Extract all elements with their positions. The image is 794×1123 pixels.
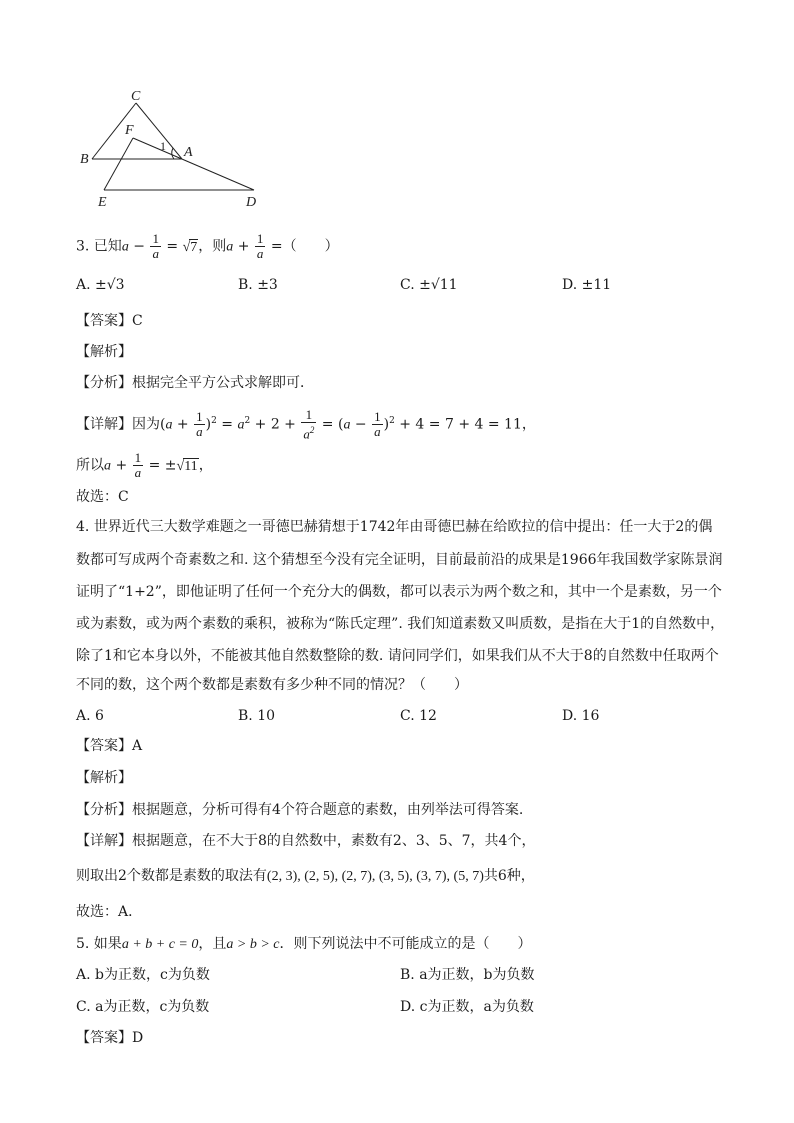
q5-tail: ．则下列说法中不可能成立的是（ ）: [279, 936, 532, 952]
q3-option-d[interactable]: D. ±11: [562, 277, 612, 293]
q5-mid: ，且: [198, 936, 227, 952]
q5-stem: [76, 934, 531, 955]
edge-FD: [133, 138, 254, 190]
q3-prefix: 3. 已知: [76, 238, 122, 255]
q4-stem-line: 4. 世界近代三大数学难题之一哥德巴赫猜想于1742年由哥德巴赫在给欧拉的信中提出：任一大于2的偶: [76, 519, 713, 535]
angle-arc: [172, 148, 174, 159]
q4-pairs-tail: 共6种，: [483, 868, 535, 884]
label-F: F: [125, 123, 134, 138]
q5-option-c[interactable]: C. a为正数，c为负数: [76, 999, 210, 1015]
q4-option-c[interactable]: C. 12: [400, 708, 437, 724]
fraction: $\frac{1}{a}$: [152, 231, 159, 261]
label-C: C: [131, 89, 141, 104]
label-A: A: [184, 145, 193, 160]
q4-pairs: [76, 866, 535, 887]
q5-option-a[interactable]: A. b为正数，c为负数: [76, 967, 210, 983]
label-E: E: [98, 195, 107, 210]
q4-detail: 【详解】根据题意，在不大于8的自然数中，素数有2、3、5、7，共4个，: [76, 833, 536, 849]
q4-answer: 【答案】A: [76, 738, 143, 754]
q3-detail-label: 【详解】因为: [76, 416, 160, 433]
q3-analysis-title: 【解析】: [76, 344, 132, 360]
q3-so: 所以a + $\frac{1}{a}$ = ±√11，: [76, 450, 213, 480]
q4-option-d[interactable]: D. 16: [562, 708, 600, 724]
edge-EF: [104, 138, 133, 190]
q3-detail-eq: = 7 + 4 = 11，: [428, 416, 536, 433]
fraction: $\frac{1}{a}$: [134, 450, 142, 480]
q4-option-a[interactable]: A. 6: [76, 708, 104, 724]
fraction: $\frac{1}{a}$: [374, 409, 381, 440]
q4-choose: 故选：A．: [76, 904, 143, 920]
edge-CA: [136, 103, 182, 159]
q5-answer: 【答案】D: [76, 1030, 144, 1046]
q4-stem-line: 不同的数，这个两个数都是素数有多少种不同的情况？（ ）: [76, 677, 468, 693]
q3-stem: 3. 已知a − $\frac{1}{a}$ = √7，则a + $\frac{1}{a}$ =（ ）: [76, 231, 339, 261]
q4-pairs-list: (2, 3), (2, 5), (2, 7), (3, 5), (3, 7), (5, 7): [266, 869, 484, 884]
q4-option-b[interactable]: B. 10: [238, 708, 276, 724]
fraction: $\frac{1}{a}$: [196, 409, 203, 440]
fraction: $\frac{1}{a}$: [256, 231, 264, 261]
q3-option-c[interactable]: C. ±√11: [400, 277, 458, 293]
q4-pairs-intro: 则取出2个数都是素数的取法有: [76, 868, 267, 884]
q4-stem-line: 证明了“1+2”，即他证明了任何一个充分大的偶数，都可以表示为两个数之和，其中一个是素数，另一个: [76, 584, 722, 600]
q3-tail: =（ ）: [266, 238, 339, 255]
q5-option-d[interactable]: D. c为正数，a为负数: [400, 999, 534, 1015]
q3-so-eq: = ±: [148, 457, 177, 474]
q4-analysis-title: 【解析】: [76, 770, 132, 786]
q3-so-label: 所以: [76, 457, 104, 474]
fraction: $\frac{1}{a^2}$: [303, 407, 315, 442]
q5-prefix: 5. 如果: [76, 936, 122, 952]
q3-detail: 【详解】因为(a + $\frac{1}{a}$ )$^2 = a^2 + 2$ + $\frac{1}{a^2}$ = (a − $\frac{1}{a}$ )$^2$ + 4 = 7 + 4 = 11，: [76, 407, 536, 442]
q3-mid: ，则: [198, 238, 227, 255]
q4-stem-line: 除了1和它本身以外，不能被其他自然数整除的数. 请问同学们，如果我们从不大于8的自然数中任取两个: [76, 648, 719, 664]
q3-option-a[interactable]: A. ±√3: [76, 277, 125, 293]
label-D: D: [246, 195, 257, 210]
label-1: 1: [160, 139, 166, 153]
triangle-figure: [76, 88, 276, 213]
q5-inequality: a > b > c: [226, 937, 280, 952]
q3-choose: 故选：C: [76, 489, 129, 505]
label-B: B: [80, 152, 89, 167]
q4-analysis: 【分析】根据题意，分析可得有4个符合题意的素数，由列举法可得答案.: [76, 802, 524, 818]
q4-stem-line: 数都可写成两个奇素数之和. 这个猜想至今没有完全证明，目前最前沿的成果是1966年我国数学家陈景润: [76, 552, 723, 568]
q3-analysis: 【分析】根据完全平方公式求解即可．: [76, 375, 314, 391]
q5-equation: a + b + c = 0: [121, 937, 199, 952]
q3-option-b[interactable]: B. ±3: [238, 277, 278, 293]
q5-option-b[interactable]: B. a为正数，b为负数: [400, 967, 535, 983]
q3-answer: 【答案】C: [76, 313, 143, 329]
q4-stem-line: 或为素数，或为两个素数的乘积，被称为“陈氏定理”. 我们知道素数又叫质数，是指在大于1的自然数中，: [76, 616, 725, 632]
